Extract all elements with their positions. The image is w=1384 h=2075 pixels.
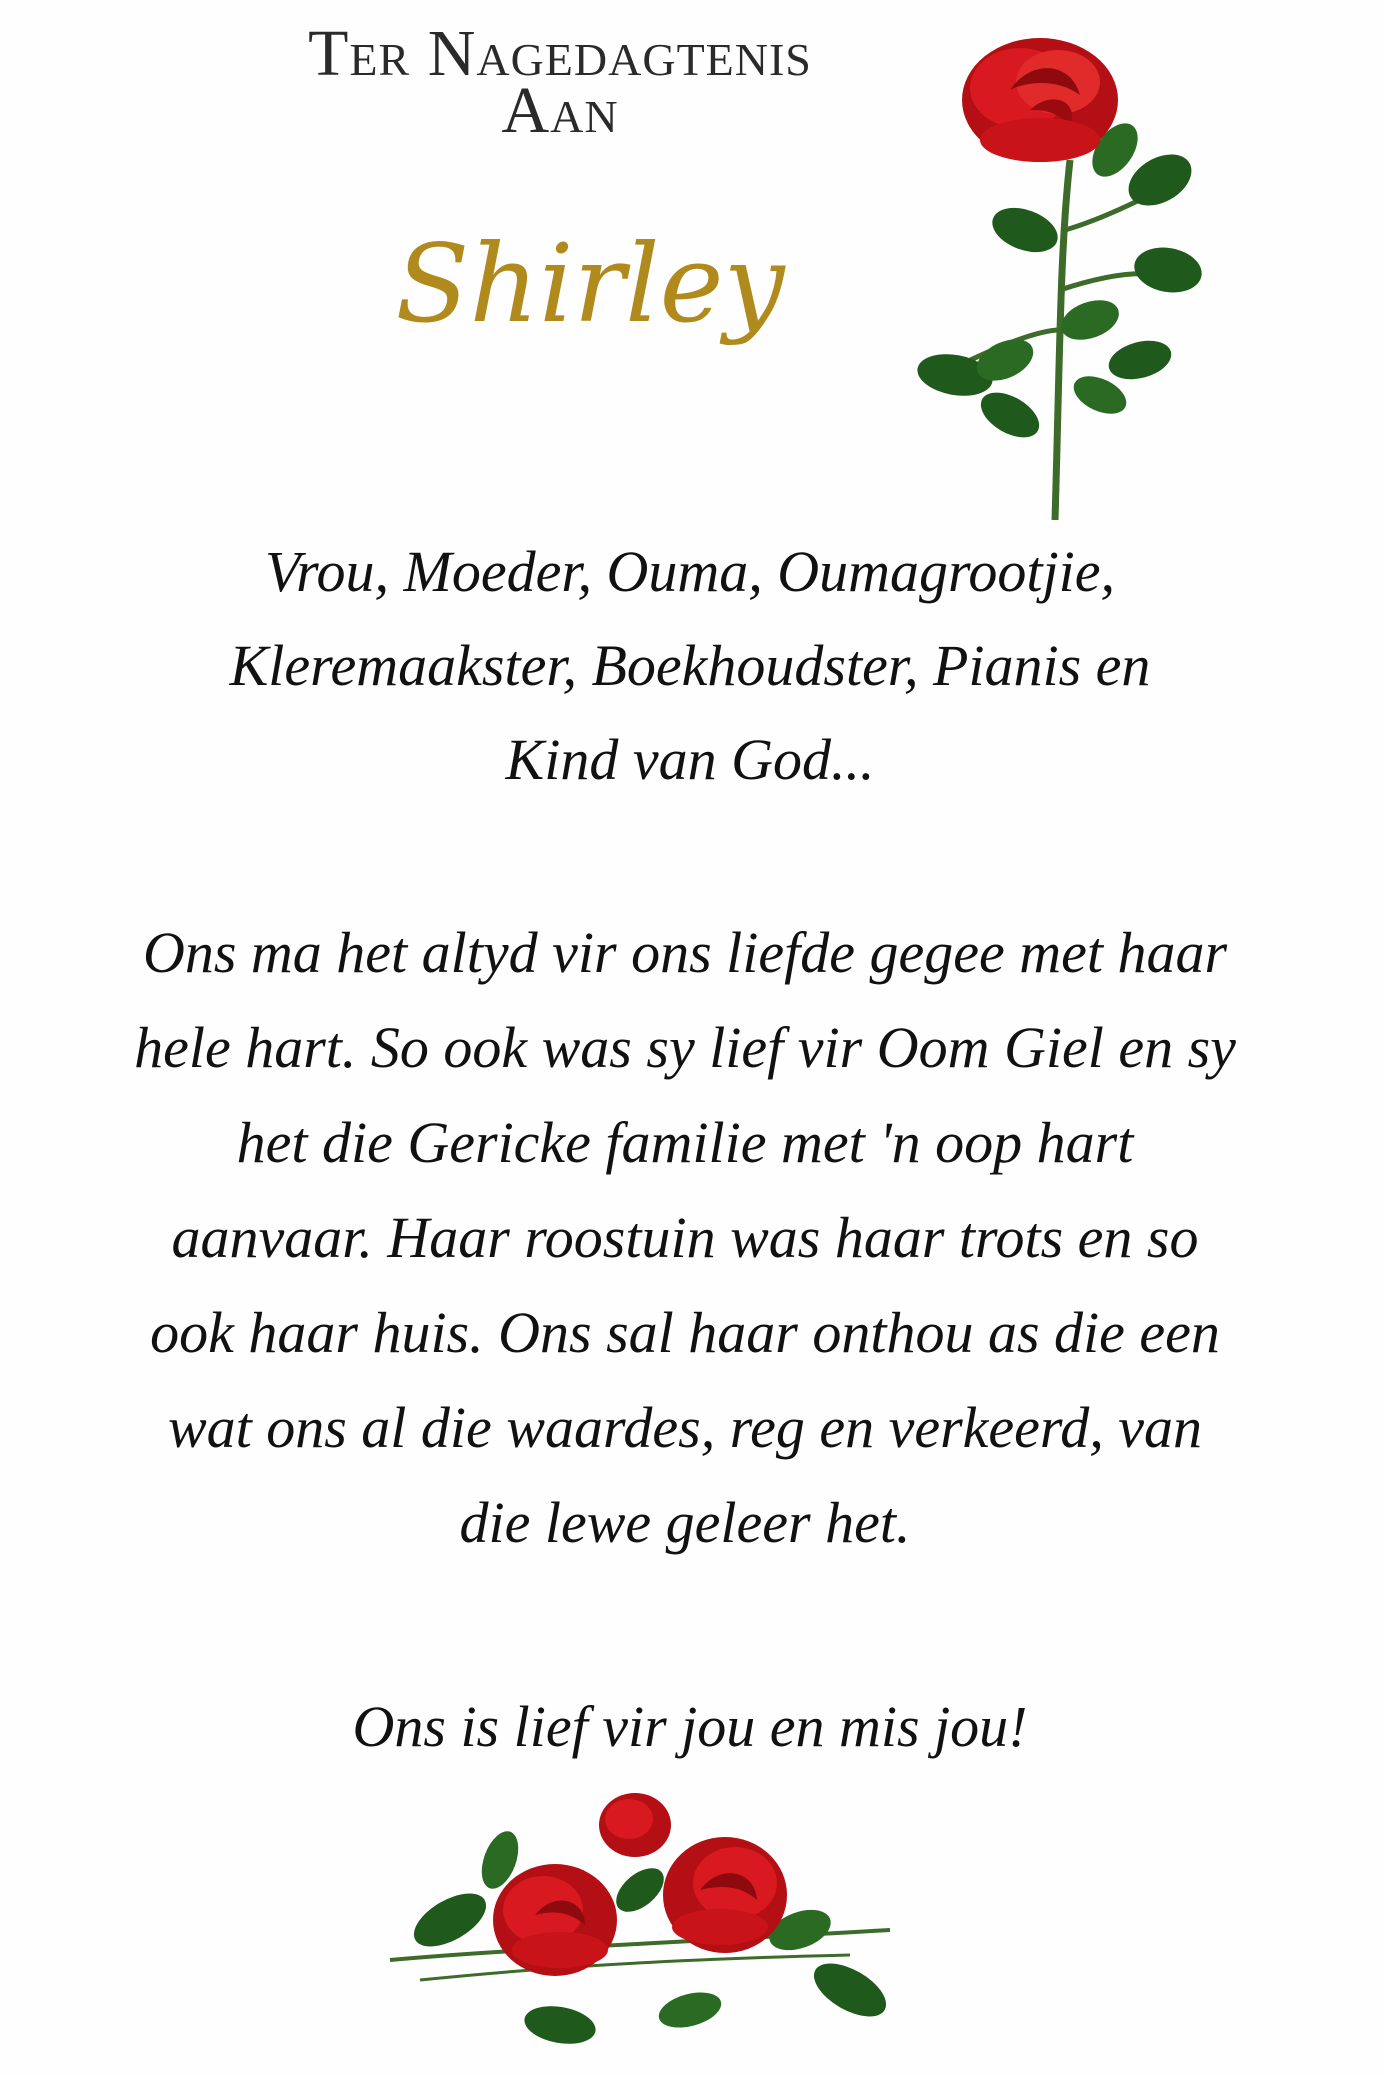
deceased-name: Shirley	[395, 222, 785, 347]
roses-bouquet-icon	[380, 1780, 900, 2050]
tribute-line: het die Gericke familie met 'n oop hart	[236, 1110, 1134, 1175]
tribute-line: wat ons al die waardes, reg en verkeerd, van	[167, 1395, 1203, 1460]
red-rose-icon	[910, 30, 1230, 520]
roles-line: Vrou, Moeder, Ouma, Oumagrootjie,	[264, 539, 1116, 604]
tribute-line: die lewe geleer het.	[459, 1490, 911, 1555]
heading-line-2: Aan	[501, 74, 619, 147]
tribute-line: hele hart. So ook was sy lief vir Oom Giel en sy	[134, 1015, 1236, 1080]
tribute-line: ook haar huis. Ons sal haar onthou as die een	[150, 1300, 1220, 1365]
heading-line-1: Ter Nagedagtenis	[308, 17, 812, 90]
roles-block	[100, 525, 1280, 807]
tribute-line: aanvaar. Haar roostuin was haar trots en so	[171, 1205, 1199, 1270]
roles-line: Kleremaakster, Boekhoudster, Pianis en	[229, 633, 1151, 698]
roles-line: Kind van God...	[505, 727, 875, 792]
tribute-paragraph	[30, 905, 1340, 1570]
closing-line: Ons is lief vir jou en mis jou!	[352, 1694, 1028, 1759]
tribute-line: Ons ma het altyd vir ons liefde gegee met haar	[142, 920, 1228, 985]
memorial-heading	[200, 17, 920, 147]
